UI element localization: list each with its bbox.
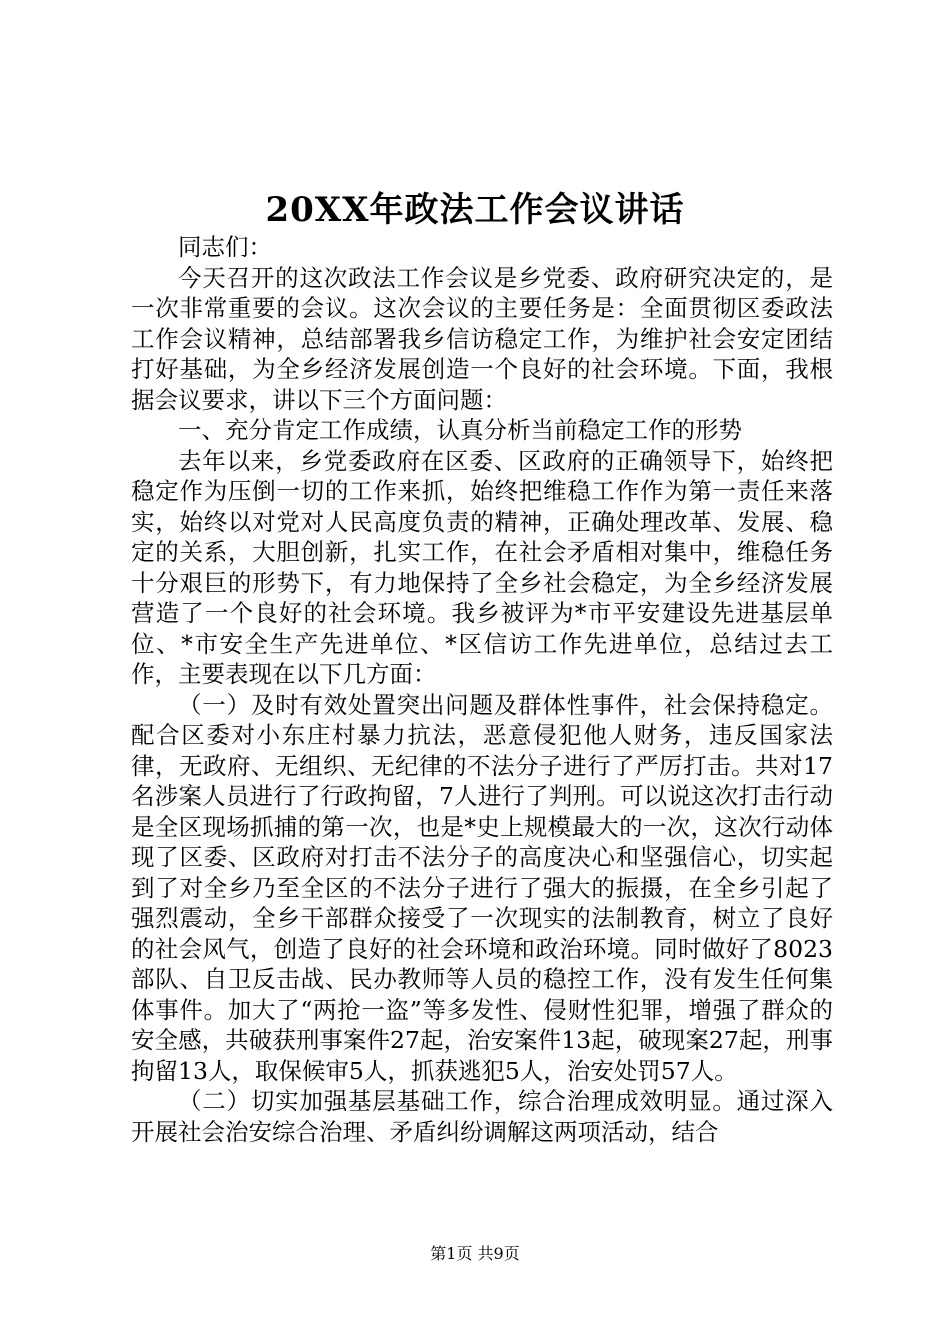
paragraph-subsection-2: （二）切实加强基层基础工作，综合治理成效明显。通过深入开展社会治安综合治理、矛盾纠纷调解这两项活动，结合 [131,1087,833,1146]
document-body [131,232,833,1147]
paragraph-intro: 今天召开的这次政法工作会议是乡党委、政府研究决定的，是一次非常重要的会议。这次会议的主要任务是：全面贯彻区委政法工作会议精神，总结部署我乡信访稳定工作，为维护社会安定团结打好基础，为全乡经济发展创造一个良好的社会环境。下面，我根据会议要求，讲以下三个方面问题： [131,263,833,414]
page-number: 第1页 共9页 [430,1244,520,1263]
paragraph-subsection-1: （一）及时有效处置突出问题及群体性事件，社会保持稳定。配合区委对小东庄村暴力抗法，恶意侵犯他人财务，违反国家法律，无政府、无组织、无纪律的不法分子进行了严厉打击。共对17名涉案人员进行了行政拘留，7人进行了判刑。可以说这次打击行动是全区现场抓捕的第一次，也是*史上规模最大的一次，这次行动体现了区委、区政府对打击不法分子的高度决心和坚强信心，切实起到了对全乡乃至全区的不法分子进行了强大的振摄，在全乡引起了强烈震动，全乡干部群众接受了一次现实的法制教育，树立了良好的社会风气，创造了良好的社会环境和政治环境。同时做好了8023部队、自卫反击战、民办教师等人员的稳控工作，没有发生任何集体事件。加大了“两抢一盗”等多发性、侵财性犯罪，增强了群众的安全感，共破获刑事案件27起，治安案件13起，破现案27起，刑事拘留13人，取保候审5人，抓获逃犯5人，治安处罚57人。 [131,690,833,1085]
section-heading-1: 一、充分肯定工作成绩，认真分析当前稳定工作的形势 [178,416,742,444]
document-title: 20XX年政法工作会议讲话 [265,190,685,230]
paragraph-salutation: 同志们： [178,233,272,261]
paragraph-achievements: 去年以来，乡党委政府在区委、区政府的正确领导下，始终把稳定作为压倒一切的工作来抓，始终把维稳工作作为第一责任来落实，始终以对党对人民高度负责的精神，正确处理改革、发展、稳定的关系，大胆创新，扎实工作，在社会矛盾相对集中，维稳任务十分艰巨的形势下，有力地保持了全乡社会稳定，为全乡经济发展营造了一个良好的社会环境。我乡被评为*市平安建设先进基层单位、*市安全生产先进单位、*区信访工作先进单位，总结过去工作，主要表现在以下几方面： [131,446,833,688]
